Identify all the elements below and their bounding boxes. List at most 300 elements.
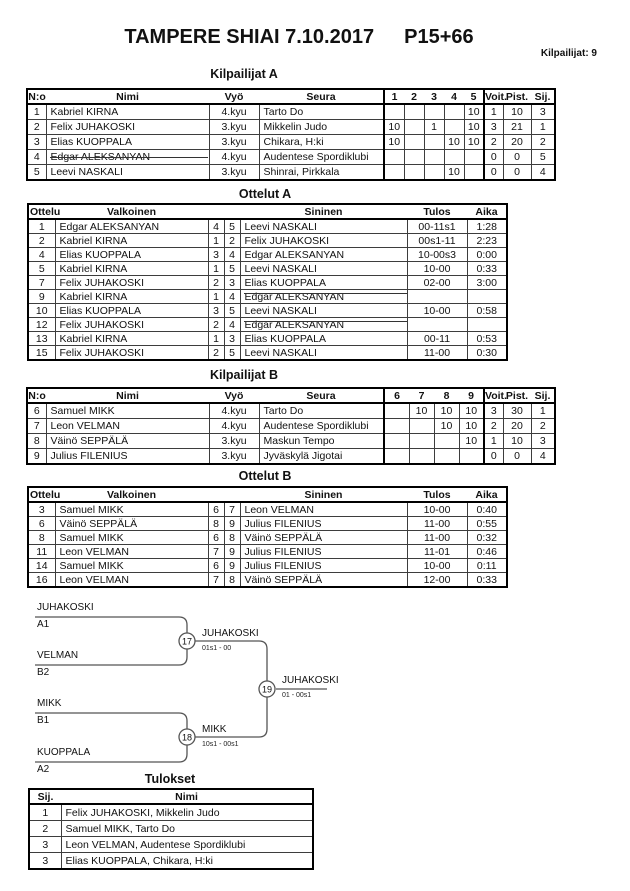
result-place: 3 (29, 837, 61, 853)
score-cell (424, 104, 444, 120)
white-competitor-name: Felix JUHAKOSKI (55, 318, 208, 332)
competitor-club: Audentese Spordiklubi (259, 150, 384, 165)
score-cell: 10 (464, 135, 484, 150)
score-cell (404, 150, 424, 165)
result-place: 2 (29, 821, 61, 837)
competitor-number: 3 (27, 135, 46, 150)
bracket-slot-seed: A1 (37, 619, 50, 630)
match-time: 2:23 (467, 234, 507, 248)
blue-competitor-number: 3 (224, 276, 240, 290)
column-header: 8 (434, 388, 459, 403)
competitor-belt: 3.kyu (209, 120, 259, 135)
points-cell: 10 (503, 104, 531, 120)
competitor-club: Audentese Spordiklubi (259, 419, 384, 434)
column-header: 3 (424, 89, 444, 104)
column-header: Sininen (240, 204, 407, 219)
white-competitor-name: Kabriel KIRNA (55, 332, 208, 346)
score-cell (384, 403, 409, 419)
white-competitor-number: 3 (208, 304, 224, 318)
column-header: Nimi (46, 388, 209, 403)
blue-competitor-name: Julius FILENIUS (240, 517, 407, 531)
score-cell: 10 (384, 120, 404, 135)
column-header: Valkoinen (55, 487, 208, 502)
white-competitor-name: Väinö SEPPÄLÄ (55, 517, 208, 531)
match-row (28, 276, 507, 290)
column-header: Tulos (407, 487, 467, 502)
white-competitor-number: 1 (208, 234, 224, 248)
results-heading: Tulokset (144, 772, 196, 786)
white-competitor-number: 6 (208, 559, 224, 573)
points-cell: 0 (503, 165, 531, 181)
header-row (27, 89, 555, 104)
competitor-row (27, 135, 555, 150)
blue-competitor-number: 9 (224, 545, 240, 559)
match-result: 11-00 (407, 346, 467, 361)
competitor-name: Julius FILENIUS (46, 449, 209, 465)
match-number: 3 (28, 502, 55, 517)
white-competitor-number: 3 (208, 248, 224, 262)
match-time: 0:46 (467, 545, 507, 559)
competitor-club: Maskun Tempo (259, 434, 384, 449)
place-cell: 1 (531, 120, 555, 135)
match-result: 11-01 (407, 545, 467, 559)
score-cell (444, 120, 464, 135)
white-competitor-name: Samuel MIKK (55, 559, 208, 573)
score-cell (424, 135, 444, 150)
results-table (28, 788, 314, 870)
column-header: Sij. (29, 789, 61, 804)
blue-competitor-name: Leevi NASKALI (240, 346, 407, 361)
score-cell (444, 104, 464, 120)
white-competitor-number: 1 (208, 262, 224, 276)
wins-cell: 0 (484, 150, 503, 165)
bracket-slot-name: MIKK (37, 698, 62, 709)
match-time: 0:00 (467, 248, 507, 262)
competitor-club: Tarto Do (259, 104, 384, 120)
competitor-name: Kabriel KIRNA (46, 104, 209, 120)
score-cell: 10 (459, 419, 484, 434)
match-row (28, 517, 507, 531)
column-header: N:o (28, 389, 46, 402)
white-competitor-number: 6 (208, 502, 224, 517)
blue-competitor-number: 9 (224, 559, 240, 573)
blue-competitor-name: Felix JUHAKOSKI (240, 234, 407, 248)
score-cell (409, 434, 434, 449)
competitor-name: Samuel MIKK (46, 403, 209, 419)
blue-competitor-name: Väinö SEPPÄLÄ (240, 573, 407, 588)
match-row (28, 262, 507, 276)
blue-competitor-name: Leevi NASKALI (240, 262, 407, 276)
competitor-row (27, 104, 555, 120)
match-result: 12-00 (407, 573, 467, 588)
match-time: 0:11 (467, 559, 507, 573)
wins-cell: 2 (484, 135, 503, 150)
score-cell (384, 104, 404, 120)
pool-b-table (26, 387, 556, 465)
column-header: Sininen (240, 487, 407, 502)
match-number: 1 (28, 219, 55, 234)
white-competitor-name: Elias KUOPPALA (55, 304, 208, 318)
white-competitor-name: Leon VELMAN (55, 573, 208, 588)
points-cell: 20 (503, 135, 531, 150)
match-number: 7 (28, 276, 55, 290)
column-header: N:o (28, 90, 46, 103)
bracket-slot-name: JUHAKOSKI (37, 602, 94, 613)
white-competitor-name: Samuel MIKK (55, 502, 208, 517)
column-header: Vyö (209, 89, 259, 104)
match-node-18-number: 18 (181, 732, 193, 743)
result-name: Elias KUOPPALA, Chikara, H:ki (61, 853, 313, 870)
blue-competitor-name: Leevi NASKALI (240, 304, 407, 318)
wins-cell: 2 (484, 419, 503, 434)
pool-a-table (26, 88, 556, 181)
place-cell: 1 (531, 403, 555, 419)
score-cell (424, 165, 444, 181)
column-header (224, 204, 240, 219)
blue-competitor-name: Edgar ALEKSANYAN (240, 248, 407, 262)
blue-competitor-name: Edgar ALEKSANYAN (240, 290, 407, 304)
column-header: Pist. (503, 388, 531, 403)
result-row (29, 853, 313, 870)
final-score: 01 - 00s1 (282, 692, 312, 699)
competitor-belt: 3.kyu (209, 434, 259, 449)
score-cell: 1 (424, 120, 444, 135)
semifinal-1-winner: JUHAKOSKI (202, 628, 259, 639)
blue-competitor-number: 5 (224, 346, 240, 361)
column-header: Nimi (61, 789, 313, 804)
blue-competitor-name: Edgar ALEKSANYAN (240, 318, 407, 332)
bracket-diagram (0, 595, 630, 780)
score-cell (434, 434, 459, 449)
competitor-number: 6 (27, 403, 46, 419)
competitor-number: 9 (27, 449, 46, 465)
white-competitor-number: 7 (208, 573, 224, 588)
white-competitor-number: 2 (208, 318, 224, 332)
match-number: 13 (28, 332, 55, 346)
pool-a-heading: Kilpailijat A (210, 67, 278, 81)
column-header: Nimi (46, 89, 209, 104)
match-row (28, 318, 507, 332)
score-cell (464, 150, 484, 165)
column-header: 2 (404, 89, 424, 104)
competitor-name: Felix JUHAKOSKI (46, 120, 209, 135)
score-cell (459, 449, 484, 465)
column-header (208, 487, 224, 502)
competitor-name: Elias KUOPPALA (46, 135, 209, 150)
match-time: 0:40 (467, 502, 507, 517)
competitor-number: 2 (27, 120, 46, 135)
points-cell: 0 (503, 449, 531, 465)
white-competitor-number: 2 (208, 346, 224, 361)
column-header: 5 (464, 89, 484, 104)
competitor-row (27, 449, 555, 465)
match-time: 0:58 (467, 304, 507, 318)
column-header (208, 204, 224, 219)
competitor-name: Väinö SEPPÄLÄ (46, 434, 209, 449)
match-result: 10-00 (407, 304, 467, 318)
blue-competitor-number: 5 (224, 262, 240, 276)
column-header: Ottelu (30, 488, 61, 501)
wins-cell: 0 (484, 449, 503, 465)
score-cell: 10 (384, 135, 404, 150)
competitor-name: Edgar ALEKSANYAN (46, 150, 209, 165)
bracket-slot-name: VELMAN (37, 650, 79, 661)
score-cell (384, 165, 404, 181)
match-row (28, 531, 507, 545)
score-cell: 10 (464, 104, 484, 120)
column-header: Sij. (531, 89, 555, 104)
wins-cell: 3 (484, 403, 503, 419)
match-row (28, 573, 507, 588)
match-time: 0:32 (467, 531, 507, 545)
points-cell: 21 (503, 120, 531, 135)
place-cell: 4 (531, 449, 555, 465)
blue-competitor-number: 4 (224, 248, 240, 262)
match-result: 00-11 (407, 332, 467, 346)
white-competitor-number: 1 (208, 332, 224, 346)
match-number: 9 (28, 290, 55, 304)
competitor-belt: 3.kyu (209, 165, 259, 181)
column-header (224, 487, 240, 502)
white-competitor-name: Felix JUHAKOSKI (55, 346, 208, 361)
score-cell: 10 (459, 403, 484, 419)
score-cell (404, 104, 424, 120)
match-time: 0:33 (467, 262, 507, 276)
points-cell: 10 (503, 434, 531, 449)
score-cell (404, 135, 424, 150)
match-row (28, 346, 507, 361)
score-cell (409, 419, 434, 434)
place-cell: 4 (531, 165, 555, 181)
match-number: 12 (28, 318, 55, 332)
result-name: Samuel MIKK, Tarto Do (61, 821, 313, 837)
match-number: 2 (28, 234, 55, 248)
competitor-belt: 4.kyu (209, 104, 259, 120)
competitors-count: Kilpailijat: 9 (540, 48, 597, 59)
result-name: Leon VELMAN, Audentese Spordiklubi (61, 837, 313, 853)
result-row (29, 804, 313, 821)
blue-competitor-number: 4 (224, 290, 240, 304)
competitor-row (27, 403, 555, 419)
blue-competitor-number: 9 (224, 517, 240, 531)
result-row (29, 837, 313, 853)
match-row (28, 559, 507, 573)
competitor-number: 5 (27, 165, 46, 181)
wins-cell: 0 (484, 165, 503, 181)
column-header: 6 (384, 388, 409, 403)
blue-competitor-number: 3 (224, 332, 240, 346)
match-result: 10-00 (407, 559, 467, 573)
column-header: Sij. (531, 388, 555, 403)
score-cell: 10 (459, 434, 484, 449)
competitor-club: Mikkelin Judo (259, 120, 384, 135)
competitor-belt: 4.kyu (209, 150, 259, 165)
place-cell: 3 (531, 104, 555, 120)
semifinal-1-score: 01s1 - 00 (202, 645, 232, 652)
blue-competitor-number: 5 (224, 219, 240, 234)
score-cell: 10 (464, 120, 484, 135)
matches-b-heading: Ottelut B (238, 469, 292, 483)
match-result: 10-00s3 (407, 248, 467, 262)
column-header: Aika (467, 487, 507, 502)
match-time: 0:30 (467, 346, 507, 361)
score-cell: 10 (409, 403, 434, 419)
score-cell (424, 150, 444, 165)
score-cell (444, 150, 464, 165)
result-place: 3 (29, 853, 61, 870)
match-time: 0:55 (467, 517, 507, 531)
match-result: 00s1-11 (407, 234, 467, 248)
score-cell (464, 165, 484, 181)
score-cell (409, 449, 434, 465)
blue-competitor-name: Elias KUOPPALA (240, 276, 407, 290)
header-row (27, 388, 555, 403)
match-row (28, 290, 507, 304)
match-row (28, 332, 507, 346)
score-cell (384, 419, 409, 434)
match-time: 1:28 (467, 219, 507, 234)
points-cell: 30 (503, 403, 531, 419)
score-cell: 10 (434, 403, 459, 419)
column-header: 9 (459, 388, 484, 403)
white-competitor-name: Leon VELMAN (55, 545, 208, 559)
matches-b-table (27, 486, 508, 588)
result-place: 1 (29, 804, 61, 821)
blue-competitor-number: 7 (224, 502, 240, 517)
competitor-number: 8 (27, 434, 46, 449)
score-cell (384, 434, 409, 449)
place-cell: 5 (531, 150, 555, 165)
match-row (28, 545, 507, 559)
competitor-row (27, 419, 555, 434)
match-row (28, 502, 507, 517)
competitor-number: 1 (27, 104, 46, 120)
points-cell: 0 (503, 150, 531, 165)
competitor-number: 4 (27, 150, 46, 165)
white-competitor-name: Elias KUOPPALA (55, 248, 208, 262)
column-header: 7 (409, 388, 434, 403)
match-result (407, 290, 467, 304)
blue-competitor-number: 2 (224, 234, 240, 248)
matches-a-heading: Ottelut A (238, 187, 292, 201)
match-number: 6 (28, 517, 55, 531)
match-time: 0:53 (467, 332, 507, 346)
match-result: 11-00 (407, 517, 467, 531)
match-row (28, 248, 507, 262)
bracket-slot-name: KUOPPALA (37, 747, 91, 758)
white-competitor-name: Kabriel KIRNA (55, 234, 208, 248)
white-competitor-number: 4 (208, 219, 224, 234)
white-competitor-number: 6 (208, 531, 224, 545)
bracket-slot-seed: A2 (37, 764, 50, 775)
place-cell: 2 (531, 135, 555, 150)
header-row (28, 204, 507, 219)
match-result: 10-00 (407, 262, 467, 276)
blue-competitor-name: Julius FILENIUS (240, 545, 407, 559)
blue-competitor-name: Leon VELMAN (240, 502, 407, 517)
white-competitor-name: Samuel MIKK (55, 531, 208, 545)
competitor-belt: 4.kyu (209, 419, 259, 434)
result-name: Felix JUHAKOSKI, Mikkelin Judo (61, 804, 313, 821)
blue-competitor-name: Leevi NASKALI (240, 219, 407, 234)
blue-competitor-name: Elias KUOPPALA (240, 332, 407, 346)
column-header: Pist. (503, 89, 531, 104)
header-row (29, 789, 313, 804)
white-competitor-name: Edgar ALEKSANYAN (55, 219, 208, 234)
competitor-club: Tarto Do (259, 403, 384, 419)
competitor-club: Chikara, H:ki (259, 135, 384, 150)
competitor-row (27, 150, 555, 165)
white-competitor-number: 7 (208, 545, 224, 559)
score-cell: 10 (444, 165, 464, 181)
competitor-belt: 4.kyu (209, 403, 259, 419)
competitor-club: Shinrai, Pirkkala (259, 165, 384, 181)
competitor-row (27, 434, 555, 449)
blue-competitor-number: 8 (224, 573, 240, 588)
match-time: 3:00 (467, 276, 507, 290)
page-title-category: P15+66 (404, 26, 474, 48)
score-cell (434, 449, 459, 465)
match-number: 8 (28, 531, 55, 545)
bracket-slot-seed: B2 (37, 667, 50, 678)
match-node-17-number: 17 (181, 636, 193, 647)
bracket-slot-seed: B1 (37, 715, 50, 726)
page-title (0, 26, 598, 49)
white-competitor-name: Felix JUHAKOSKI (55, 276, 208, 290)
column-header: Vyö (209, 388, 259, 403)
score-cell (384, 449, 409, 465)
white-competitor-number: 1 (208, 290, 224, 304)
match-result: 02-00 (407, 276, 467, 290)
column-header: Aika (467, 204, 507, 219)
competitor-club: Jyväskylä Jigotai (259, 449, 384, 465)
competitor-belt: 3.kyu (209, 135, 259, 150)
final-winner: JUHAKOSKI (282, 675, 339, 686)
column-header: 1 (384, 89, 404, 104)
blue-competitor-number: 4 (224, 318, 240, 332)
match-number: 14 (28, 559, 55, 573)
column-header: Tulos (407, 204, 467, 219)
blue-competitor-number: 5 (224, 304, 240, 318)
match-row (28, 304, 507, 318)
column-header: Seura (259, 388, 384, 403)
pool-b-heading: Kilpailijat B (209, 368, 279, 382)
match-row (28, 219, 507, 234)
white-competitor-name: Kabriel KIRNA (55, 290, 208, 304)
competitor-number: 7 (27, 419, 46, 434)
score-cell (384, 150, 404, 165)
match-result (407, 318, 467, 332)
match-node-19-number: 19 (261, 684, 273, 695)
match-number: 10 (28, 304, 55, 318)
score-cell (404, 165, 424, 181)
blue-competitor-name: Julius FILENIUS (240, 559, 407, 573)
competitor-row (27, 165, 555, 181)
blue-competitor-name: Väinö SEPPÄLÄ (240, 531, 407, 545)
score-cell: 10 (444, 135, 464, 150)
match-number: 5 (28, 262, 55, 276)
matches-a-table (27, 203, 508, 361)
wins-cell: 1 (484, 104, 503, 120)
place-cell: 2 (531, 419, 555, 434)
white-competitor-number: 2 (208, 276, 224, 290)
competitor-row (27, 120, 555, 135)
page-title-main: TAMPERE SHIAI 7.10.2017 (124, 26, 375, 48)
white-competitor-number: 8 (208, 517, 224, 531)
score-cell: 10 (434, 419, 459, 434)
column-header: Voit. (485, 389, 507, 402)
wins-cell: 1 (484, 434, 503, 449)
